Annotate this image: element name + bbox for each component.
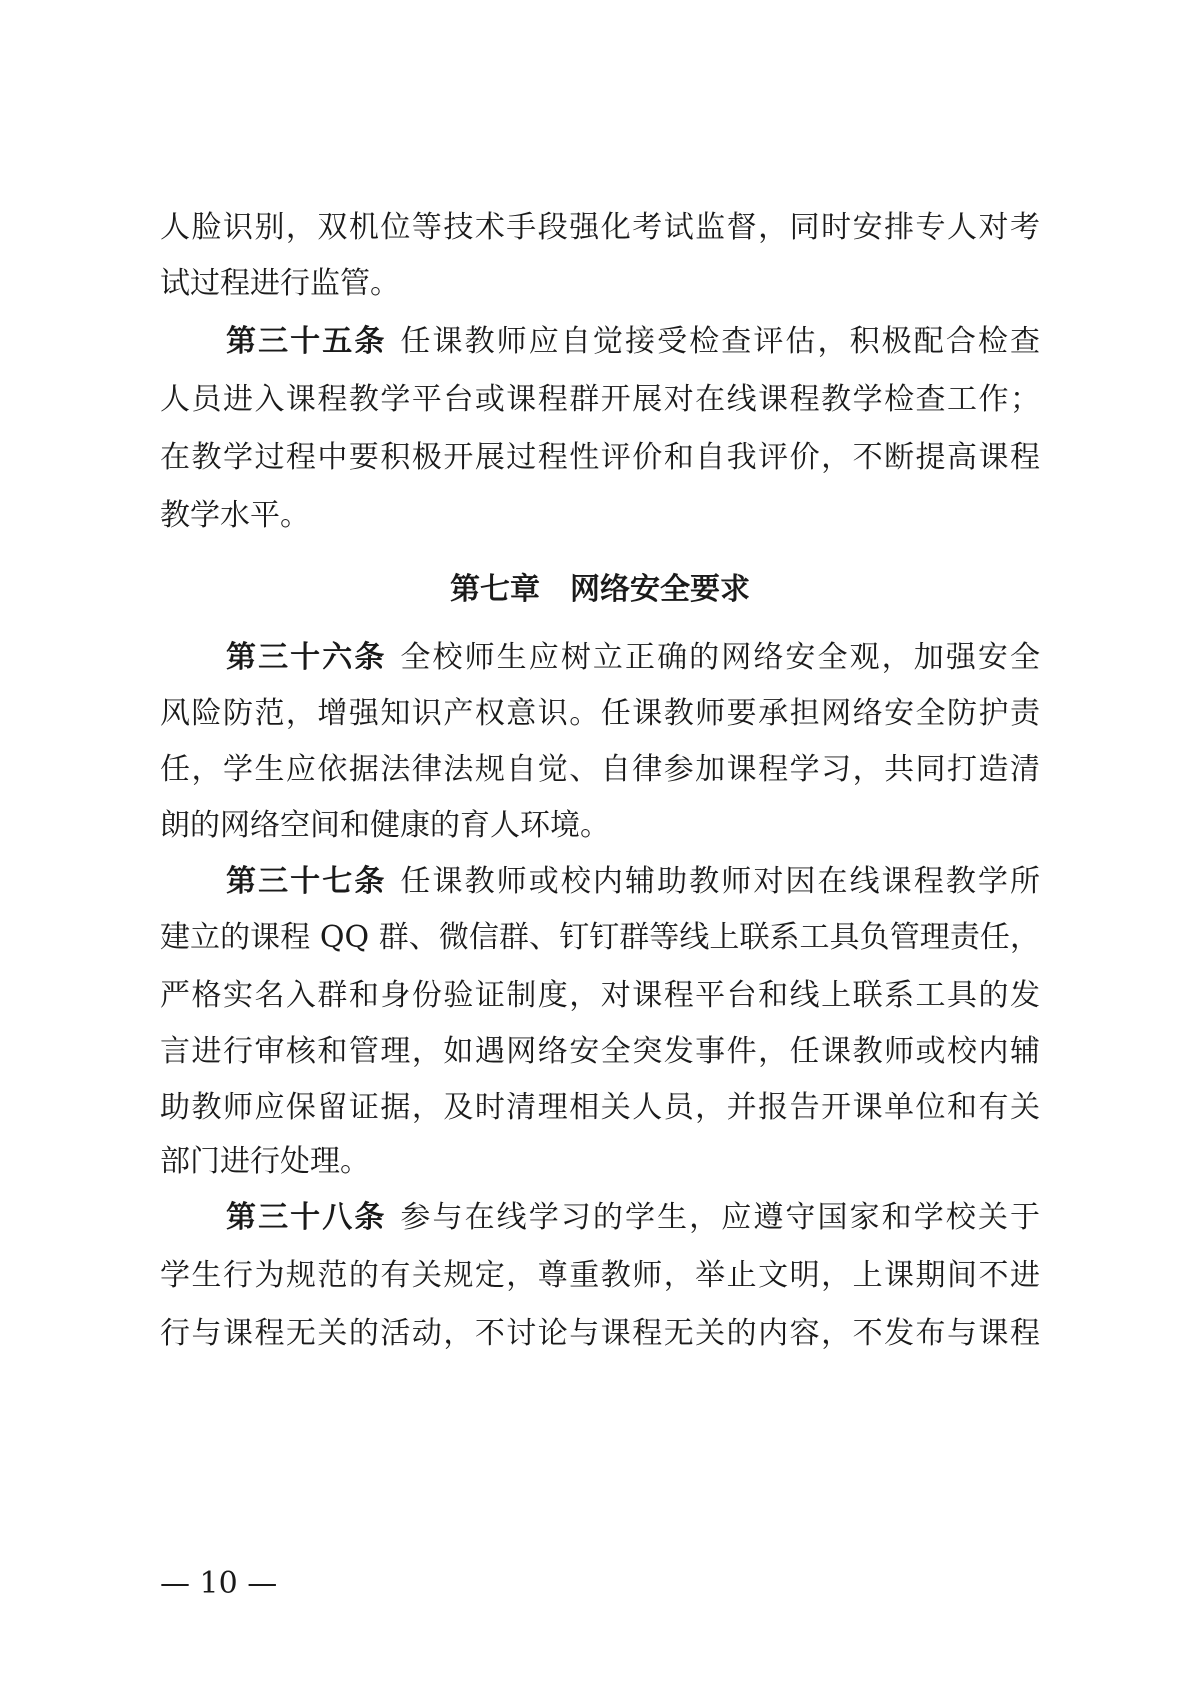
chapter-title: 网络安全要求 [570, 572, 750, 607]
article-label: 第三十五条 [226, 324, 387, 359]
text-line: 风险防范，增强知识产权意识。任课教师要承担网络安全防护责 [160, 696, 1040, 731]
text-line: 人脸识别，双机位等技术手段强化考试监督，同时安排专人对考 [160, 210, 1040, 245]
text-line: 建立的课程 QQ 群、微信群、钉钉群等线上联系工具负管理责任， [160, 920, 1040, 955]
text-line: 朗的网络空间和健康的育人环境。 [160, 808, 610, 843]
article-text: 任课教师或校内辅助教师对因在线课程教学所 [400, 864, 1041, 899]
article-35-first-line [226, 322, 1040, 362]
chapter-heading [160, 570, 1040, 610]
article-text: 参与在线学习的学生，应遵守国家和学校关于 [400, 1200, 1041, 1235]
article-37-first-line [226, 862, 1040, 902]
text-line: 部门进行处理。 [160, 1144, 370, 1179]
page-number: — 10 — [160, 1566, 278, 1601]
article-label: 第三十八条 [226, 1200, 387, 1235]
article-label: 第三十七条 [226, 864, 387, 899]
text-line: 言进行审核和管理，如遇网络安全突发事件，任课教师或校内辅 [160, 1034, 1040, 1069]
text-line: 助教师应保留证据，及时清理相关人员，并报告开课单位和有关 [160, 1090, 1040, 1125]
article-text: 任课教师应自觉接受检查评估，积极配合检查 [400, 324, 1041, 359]
text-line: 学生行为规范的有关规定，尊重教师，举止文明，上课期间不进 [160, 1258, 1040, 1293]
text-line: 行与课程无关的活动，不讨论与课程无关的内容，不发布与课程 [160, 1316, 1040, 1351]
text-line: 任，学生应依据法律法规自觉、自律参加课程学习，共同打造清 [160, 752, 1040, 787]
text-line: 在教学过程中要积极开展过程性评价和自我评价，不断提高课程 [160, 440, 1040, 475]
article-text: 全校师生应树立正确的网络安全观，加强安全 [400, 640, 1041, 675]
text-line: 教学水平。 [160, 498, 310, 533]
text-line: 严格实名入群和身份验证制度，对课程平台和线上联系工具的发 [160, 978, 1040, 1013]
article-label: 第三十六条 [226, 640, 387, 675]
text-line: 试过程进行监管。 [160, 266, 400, 301]
text-line: 人员进入课程教学平台或课程群开展对在线课程教学检查工作； [160, 382, 1040, 417]
article-36-first-line [226, 638, 1040, 678]
article-38-first-line [226, 1198, 1040, 1238]
chapter-number: 第七章 [450, 572, 540, 607]
